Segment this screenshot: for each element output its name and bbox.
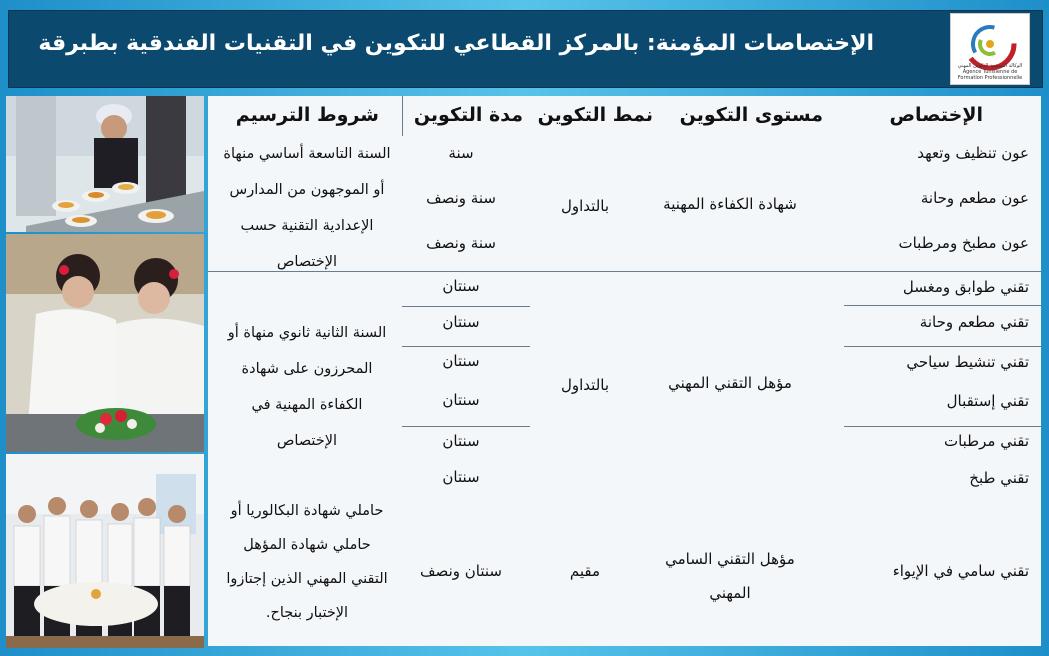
specialty-reception: تقني إستقبال xyxy=(946,392,1029,410)
level-btp: مؤهل التقني المهني xyxy=(668,374,792,392)
requirement-line: المحرزون على شهادة xyxy=(241,361,373,377)
requirement-line: الإختصاص xyxy=(276,254,338,270)
level-bts xyxy=(631,542,829,610)
programs-table xyxy=(208,96,1041,646)
header-level: مستوى التكوين xyxy=(679,104,823,126)
requirement-line: السنة الثانية ثانوي منهاة أو xyxy=(227,325,387,341)
specialty-restaurant-tech: تقني مطعم وحانة xyxy=(919,313,1029,331)
mode-alternating-2: بالتداول xyxy=(560,376,610,394)
level-bts-line: المهني xyxy=(709,584,751,602)
duration-g2-6: سنتان xyxy=(442,468,480,486)
duration-g2-4: سنتان xyxy=(442,391,480,409)
header-divider xyxy=(402,96,403,136)
specialty-cooking: تقني طبخ xyxy=(969,469,1029,487)
header-mode: نمط التكوين xyxy=(537,104,653,126)
logo xyxy=(950,13,1030,85)
row-divider xyxy=(402,426,530,427)
duration-g2-1: سنتان xyxy=(442,277,480,295)
specialty-tourism-animation: تقني تنشيط سياحي xyxy=(906,353,1029,371)
page-title: الإختصاصات المؤمنة: بالمركز القطاعي للتكوين في التقنيات الفندقية بطبرقة xyxy=(38,31,874,56)
row-divider xyxy=(402,346,530,347)
row-divider xyxy=(844,346,1041,347)
row-divider xyxy=(402,306,530,307)
duration-g2-3: سنتان xyxy=(442,352,480,370)
specialty-pastry: تقني مرطبات xyxy=(943,432,1029,450)
specialty-cleaning-agent: عون تنظيف وتعهد xyxy=(917,144,1029,162)
mode-resident: مقيم xyxy=(569,562,601,580)
requirement-line: التقني المهني الذين إجتازوا xyxy=(226,571,388,587)
duration-g2-5: سنتان xyxy=(442,432,480,450)
photo-waiters-group xyxy=(6,454,204,648)
row-divider xyxy=(208,271,1041,272)
duration-g1-3: سنة ونصف xyxy=(426,234,496,252)
photo-column xyxy=(6,96,204,648)
requirement-line: الإختصاص xyxy=(276,433,338,449)
photo-floral-students xyxy=(6,234,204,452)
specialty-accommodation-senior: تقني سامي في الإيواء xyxy=(892,562,1029,580)
duration-g3: سنتان ونصف xyxy=(420,562,502,580)
duration-g1-1: سنة xyxy=(448,144,474,162)
header-banner xyxy=(8,10,1043,88)
level-bts-line: مؤهل التقني السامي xyxy=(665,550,795,568)
header-duration: مدة التكوين xyxy=(413,104,523,126)
photo-kitchen-students xyxy=(6,96,204,232)
duration-g1-2: سنة ونصف xyxy=(426,189,496,207)
level-cap: شهادة الكفاءة المهنية xyxy=(663,195,797,213)
requirements-g2 xyxy=(212,315,402,459)
logo-text: الوكالة التونسية للتكوين المهني Agence Tunisienne de Formation Professionnelle xyxy=(957,63,1023,81)
row-divider xyxy=(844,426,1041,427)
row-divider xyxy=(844,305,1041,306)
requirements-g3 xyxy=(212,494,402,630)
requirement-line: الإعدادية التقنية حسب xyxy=(240,218,374,234)
requirements-g1 xyxy=(212,136,402,280)
mode-alternating-1: بالتداول xyxy=(560,197,610,215)
duration-g2-2: سنتان xyxy=(442,313,480,331)
specialty-floors-laundry: تقني طوابق ومغسل xyxy=(902,278,1029,296)
specialty-restaurant-agent: عون مطعم وحانة xyxy=(920,189,1029,207)
requirement-line: أو الموجهون من المدارس xyxy=(229,182,385,198)
specialty-kitchen-agent: عون مطبخ ومرطبات xyxy=(898,234,1029,252)
requirement-line: حاملي شهادة المؤهل xyxy=(243,537,371,553)
requirement-line: الإختبار بنجاح. xyxy=(265,605,349,621)
header-specialty: الإختصاص xyxy=(889,104,983,126)
requirement-line: السنة التاسعة أساسي منهاة xyxy=(223,146,391,162)
requirement-line: الكفاءة المهنية في xyxy=(251,397,363,413)
header-requirements: شروط الترسيم xyxy=(235,104,379,126)
requirement-line: حاملي شهادة البكالوريا أو xyxy=(230,503,384,519)
